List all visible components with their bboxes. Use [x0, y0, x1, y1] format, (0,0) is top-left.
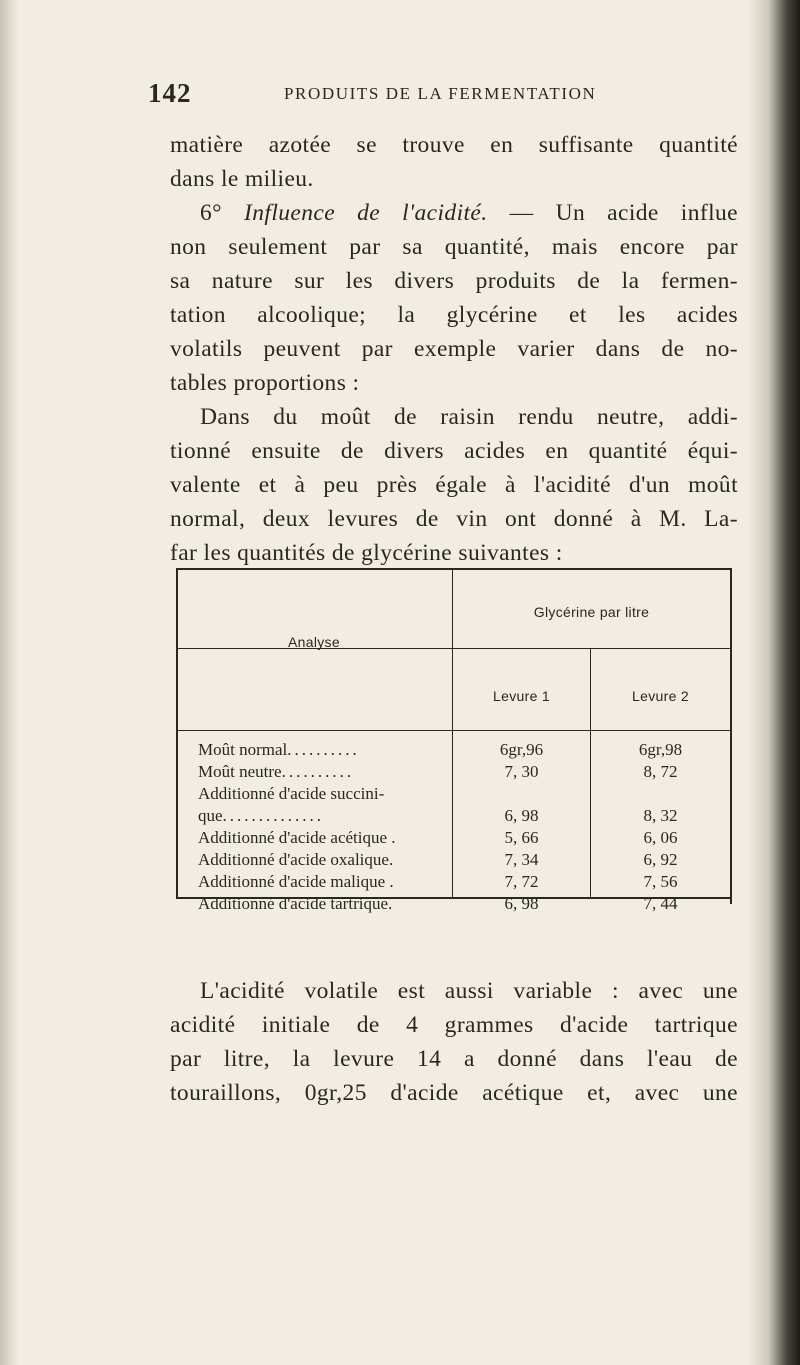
- row-leader-dots: ..............: [222, 806, 325, 825]
- row-label-text: Additionné d'acide succini-: [198, 784, 385, 803]
- table-row-label: [198, 740, 360, 760]
- table-left-rule: [176, 568, 178, 898]
- table-row-label: [198, 806, 324, 826]
- section-number: 6°: [200, 200, 222, 226]
- levure-2-value: 8, 32: [643, 806, 678, 825]
- table-top-rule: [176, 568, 732, 570]
- row-label-text: que: [198, 806, 223, 825]
- paragraph-4: [170, 974, 738, 1110]
- levure-2-value: 8, 72: [643, 762, 678, 781]
- text-line: normal, deux levures de vin ont donné à M. La-: [170, 506, 738, 532]
- text-line: acidité initiale de 4 grammes d'acide tartrique: [170, 1012, 738, 1038]
- text-line: far les quantités de glycérine suivantes :: [170, 540, 563, 566]
- levure-2-value: 7, 44: [643, 894, 678, 913]
- text-line: valente et à peu près égale à l'acidité d'un moût: [170, 472, 738, 498]
- levure-1-value: 6, 98: [504, 806, 539, 825]
- text-line: dans le milieu.: [170, 166, 314, 192]
- row-leader-dots: ..........: [287, 740, 360, 759]
- levure-1-value: 7, 34: [504, 850, 539, 869]
- header-analyse: Analyse: [288, 634, 340, 650]
- table-header-rule: [176, 730, 732, 731]
- running-head: PRODUITS DE LA FERMENTATION: [284, 84, 597, 103]
- table-row-label: [198, 850, 393, 870]
- header-levure-2: Levure 2: [632, 688, 689, 704]
- row-label-text: Additionné d'acide malique .: [198, 872, 394, 891]
- row-label-text: Additionné d'acide tartrique.: [198, 894, 393, 913]
- text-line: sa nature sur les divers produits de la fermen-: [170, 268, 738, 294]
- text-line: par litre, la levure 14 a donné dans l'eau de: [170, 1046, 738, 1072]
- levure-1-value: 7, 72: [504, 872, 539, 891]
- paragraph-3: [170, 400, 738, 570]
- text-line: L'acidité volatile est aussi variable : avec une: [200, 978, 738, 1004]
- text-line: tables proportions :: [170, 370, 360, 396]
- table-row-label: [198, 784, 384, 804]
- text-line: Dans du moût de raisin rendu neutre, addi-: [200, 404, 738, 430]
- levure-1-value: 7, 30: [504, 762, 539, 781]
- levure-1-value: 5, 66: [504, 828, 539, 847]
- table-row-label: [198, 872, 394, 892]
- text-line: tionné ensuite de divers acides en quantité équi-: [170, 438, 738, 464]
- section-heading-line: [170, 196, 738, 230]
- page-header: [148, 78, 768, 108]
- table-row-label: [198, 894, 392, 914]
- section-title: Influence de l'acidité.: [244, 200, 488, 226]
- levure-1-value: 6gr,96: [499, 740, 544, 759]
- levure-2-value: 7, 56: [643, 872, 678, 891]
- text-line: touraillons, 0gr,25 d'acide acétique et, avec une: [170, 1080, 738, 1106]
- levure-2-value: 6, 06: [643, 828, 678, 847]
- table-row-label: [198, 762, 354, 782]
- levure-1-value: 6, 98: [504, 894, 539, 913]
- text-line: tation alcoolique; la glycérine et les acides: [170, 302, 738, 328]
- header-glycerine: Glycérine par litre: [533, 604, 650, 620]
- levure-2-value: 6gr,98: [638, 740, 683, 759]
- text-line: volatils peuvent par exemple varier dans de no-: [170, 336, 738, 362]
- scan-gutter-shadow: [748, 0, 800, 1365]
- text-line: non seulement par sa quantité, mais encore par: [170, 234, 738, 260]
- header-levure-1: Levure 1: [493, 688, 550, 704]
- row-label-text: Moût neutre: [198, 762, 282, 781]
- row-label-text: Additionné d'acide acétique .: [198, 828, 396, 847]
- levure-2-value: 6, 92: [643, 850, 678, 869]
- paragraph-1: [170, 128, 738, 196]
- row-label-text: Moût normal: [198, 740, 288, 759]
- text-line: matière azotée se trouve en suffisante quantité: [170, 132, 738, 158]
- page-number: 142: [148, 78, 192, 108]
- section-influence-acidite: [170, 196, 738, 400]
- text-line: — Un acide influe: [487, 200, 739, 226]
- row-leader-dots: ..........: [281, 762, 355, 781]
- table-right-rule: [730, 568, 732, 904]
- row-label-text: Additionné d'acide oxalique.: [198, 850, 394, 869]
- table-row-label: [198, 828, 396, 848]
- scan-left-edge: [0, 0, 18, 1365]
- glycerine-table: [176, 568, 732, 913]
